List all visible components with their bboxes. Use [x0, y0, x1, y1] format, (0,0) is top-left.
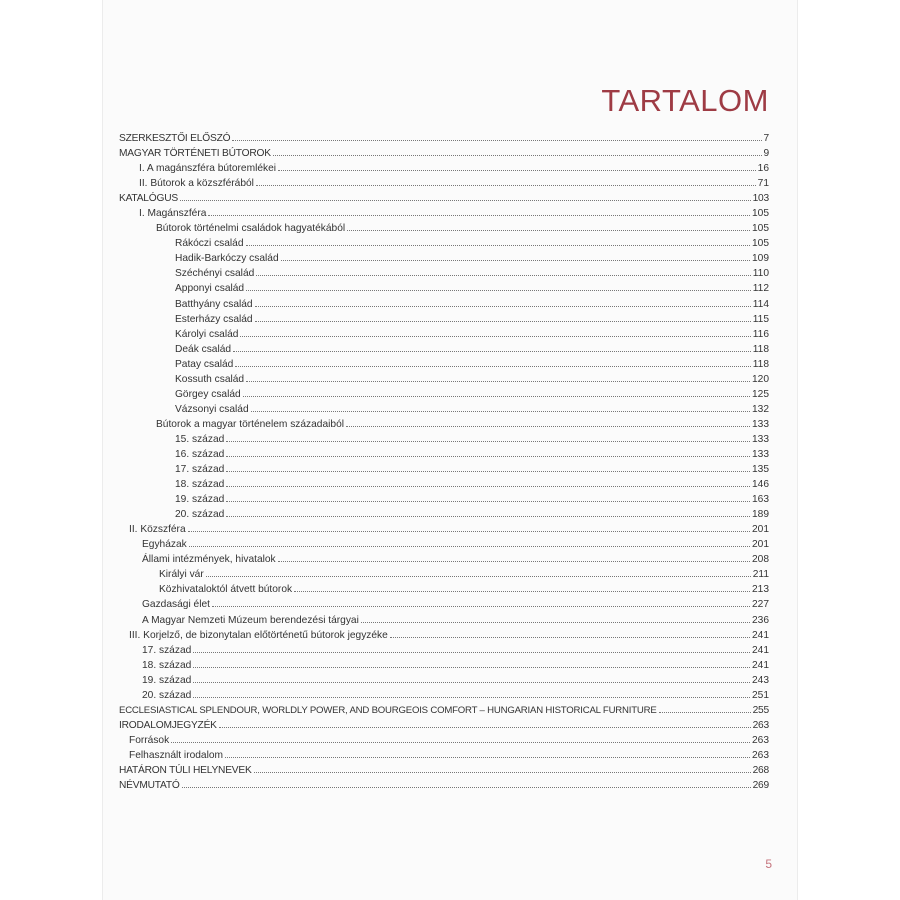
toc-leader-dots — [193, 687, 750, 698]
toc-leader-dots — [206, 566, 751, 577]
toc-entry-title: Bútorok a magyar történelem századaiból — [156, 418, 345, 430]
toc-entry — [119, 326, 769, 341]
toc-entry-page: 105 — [752, 223, 769, 235]
toc-entry-page: 241 — [752, 644, 769, 656]
toc-leader-dots — [180, 190, 751, 201]
toc-entry-title: Görgey család — [175, 388, 241, 400]
toc-entry-title: II. Közszféra — [129, 524, 186, 536]
toc-entry-page: 133 — [752, 448, 769, 460]
toc-entry-page: 213 — [752, 584, 769, 596]
toc-entry-title: Egyházak — [142, 539, 187, 551]
toc-entry — [119, 762, 769, 777]
toc-entry — [119, 491, 769, 506]
toc-leader-dots — [278, 551, 750, 562]
toc-entry — [119, 130, 769, 145]
toc-entry-title: Bútorok történelmi családok hagyatékából — [156, 223, 346, 235]
toc-entry — [119, 265, 769, 280]
toc-entry-title: 19. század — [142, 674, 192, 686]
toc-entry-page: 269 — [752, 780, 769, 792]
toc-entry — [119, 717, 769, 732]
toc-entry — [119, 657, 769, 672]
toc-leader-dots — [278, 160, 756, 171]
toc-entry — [119, 506, 769, 521]
toc-entry-page: 132 — [752, 403, 769, 415]
toc-entry — [119, 476, 769, 491]
toc-entry-title: IRODALOMJEGYZÉK — [119, 719, 217, 731]
toc-entry-page: 208 — [752, 554, 769, 566]
toc-entry-title: 17. század — [175, 464, 225, 476]
toc-entry-page: 125 — [752, 388, 769, 400]
toc-leader-dots — [255, 311, 751, 322]
book-page — [103, 0, 797, 900]
toc-leader-dots — [240, 326, 750, 337]
toc-entry-page: 105 — [752, 238, 769, 250]
toc-entry — [119, 250, 769, 265]
toc-entry-title: 18. század — [175, 479, 225, 491]
toc-entry — [119, 416, 769, 431]
toc-entry-title: Széchényi család — [175, 268, 255, 280]
toc-entry-title: 17. század — [142, 644, 192, 656]
toc-entry-page: 268 — [752, 764, 769, 776]
toc-leader-dots — [226, 446, 750, 457]
toc-entry-title: Királyi vár — [159, 569, 204, 581]
toc-entry-page: 105 — [752, 208, 769, 220]
toc-leader-dots — [256, 265, 750, 276]
toc-leader-dots — [256, 175, 756, 186]
toc-entry — [119, 612, 769, 627]
toc-entry-page: 241 — [752, 659, 769, 671]
toc-entry-title: Esterházy család — [175, 313, 253, 325]
toc-leader-dots — [246, 371, 750, 382]
toc-entry-title: I. Magánszféra — [139, 208, 207, 220]
toc-entry — [119, 702, 769, 717]
toc-entry-title: 20. század — [142, 689, 192, 701]
toc-leader-dots — [232, 130, 761, 141]
toc-entry — [119, 160, 769, 175]
toc-entry-title: II. Bútorok a közszférából — [139, 178, 254, 190]
toc-entry — [119, 747, 769, 762]
toc-entry — [119, 672, 769, 687]
toc-entry-page: 211 — [752, 569, 769, 581]
toc-entry-title: Gazdasági élet — [142, 599, 210, 611]
toc-entry-title: SZERKESZTŐI ELŐSZÓ — [119, 133, 231, 144]
toc-entry-page: 201 — [752, 539, 769, 551]
toc-entry-page: 146 — [752, 479, 769, 491]
toc-entry-title: 18. század — [142, 659, 192, 671]
toc-entry-title: Állami intézmények, hivatalok — [142, 554, 276, 566]
toc-entry-page: 9 — [763, 148, 769, 160]
toc-entry — [119, 356, 769, 371]
toc-leader-dots — [226, 491, 750, 502]
toc-entry-title: Apponyi család — [175, 283, 245, 295]
toc-leader-dots — [361, 612, 750, 623]
toc-leader-dots — [212, 596, 750, 607]
toc-entry-page: 118 — [752, 343, 769, 355]
toc-leader-dots — [182, 777, 751, 788]
toc-entry-title: III. Korjelző, de bizonytalan előtörténetű bútorok jegyzéke — [129, 629, 388, 641]
toc-entry-page: 227 — [752, 599, 769, 611]
toc-entry — [119, 311, 769, 326]
toc-entry-title: Rákóczi család — [175, 238, 244, 250]
toc-entry — [119, 341, 769, 356]
toc-leader-dots — [659, 702, 751, 713]
toc-leader-dots — [225, 747, 750, 758]
toc-entry-title: I. A magánszféra bútoremlékei — [139, 163, 277, 175]
toc-entry-title: A Magyar Nemzeti Múzeum berendezési tárgyai — [142, 614, 359, 626]
toc-entry-page: 133 — [752, 433, 769, 445]
toc-entry-page: 255 — [752, 704, 769, 716]
toc-entry — [119, 461, 769, 476]
toc-entry-page: 163 — [752, 494, 769, 506]
toc-entry — [119, 687, 769, 702]
toc-leader-dots — [193, 657, 750, 668]
toc-leader-dots — [255, 296, 751, 307]
toc-entry — [119, 401, 769, 416]
toc-entry-title: NÉVMUTATÓ — [119, 780, 180, 792]
table-of-contents — [119, 130, 769, 792]
toc-entry-title: ECCLESIASTICAL SPLENDOUR, WORLDLY POWER, AND BOURGEOIS COMFORT – HUNGARIAN HISTORICAL FURNITURE — [119, 704, 657, 716]
toc-entry-title: Batthyány család — [175, 298, 253, 310]
toc-entry — [119, 175, 769, 190]
toc-leader-dots — [281, 250, 750, 261]
toc-entry-title: MAGYAR TÖRTÉNETI BÚTOROK — [119, 148, 271, 160]
toc-leader-dots — [346, 416, 750, 427]
toc-entry-page: 120 — [752, 373, 769, 385]
toc-entry — [119, 371, 769, 386]
toc-leader-dots — [226, 431, 750, 442]
toc-entry-page: 263 — [752, 719, 769, 731]
toc-leader-dots — [188, 521, 750, 532]
toc-entry-title: 16. század — [175, 448, 225, 460]
toc-entry — [119, 386, 769, 401]
toc-entry-title: Felhasznált irodalom — [129, 749, 223, 761]
toc-entry — [119, 190, 769, 205]
toc-entry-page: 263 — [752, 749, 769, 761]
toc-leader-dots — [226, 476, 750, 487]
page-number: 5 — [765, 857, 772, 871]
toc-entry-page: 133 — [752, 418, 769, 430]
toc-entry-page: 251 — [752, 689, 769, 701]
toc-entry-page: 201 — [752, 524, 769, 536]
toc-entry-title: Károlyi család — [175, 328, 239, 340]
toc-leader-dots — [193, 672, 750, 683]
toc-entry — [119, 521, 769, 536]
toc-leader-dots — [251, 401, 750, 412]
toc-leader-dots — [219, 717, 751, 728]
toc-leader-dots — [208, 205, 750, 216]
toc-leader-dots — [347, 220, 750, 231]
toc-entry — [119, 536, 769, 551]
toc-leader-dots — [226, 461, 750, 472]
toc-leader-dots — [246, 280, 751, 291]
toc-entry-title: Vázsonyi család — [175, 403, 249, 415]
toc-entry — [119, 145, 769, 160]
toc-entry-title: 19. század — [175, 494, 225, 506]
toc-entry — [119, 732, 769, 747]
toc-entry-page: 71 — [757, 178, 769, 190]
toc-entry — [119, 551, 769, 566]
toc-leader-dots — [273, 145, 762, 156]
toc-entry — [119, 205, 769, 220]
toc-entry-page: 110 — [752, 268, 769, 280]
toc-leader-dots — [246, 235, 750, 246]
toc-leader-dots — [189, 536, 750, 547]
toc-entry-page: 135 — [752, 464, 769, 476]
toc-leader-dots — [226, 506, 750, 517]
toc-entry-title: 20. század — [175, 509, 225, 521]
toc-leader-dots — [294, 581, 750, 592]
toc-entry-page: 243 — [752, 674, 769, 686]
toc-entry — [119, 581, 769, 596]
page-title: TARTALOM — [601, 82, 769, 118]
toc-entry-page: 115 — [752, 313, 769, 325]
toc-entry-page: 7 — [763, 133, 769, 144]
toc-entry — [119, 446, 769, 461]
toc-entry-page: 16 — [757, 163, 769, 175]
toc-entry-title: KATALÓGUS — [119, 193, 178, 205]
toc-entry-page: 118 — [752, 358, 769, 370]
toc-entry-title: Kossuth család — [175, 373, 245, 385]
toc-entry-page: 236 — [752, 614, 769, 626]
toc-leader-dots — [171, 732, 750, 743]
toc-entry-page: 114 — [752, 298, 769, 310]
toc-entry — [119, 220, 769, 235]
toc-entry — [119, 627, 769, 642]
toc-entry — [119, 431, 769, 446]
toc-entry-page: 189 — [752, 509, 769, 521]
toc-entry — [119, 280, 769, 295]
toc-entry — [119, 566, 769, 581]
toc-entry-title: Deák család — [175, 343, 232, 355]
toc-leader-dots — [243, 386, 750, 397]
toc-entry-page: 263 — [752, 734, 769, 746]
toc-leader-dots — [233, 341, 751, 352]
toc-leader-dots — [390, 627, 750, 638]
toc-entry-title: Patay család — [175, 358, 234, 370]
toc-entry-title: 15. század — [175, 433, 225, 445]
toc-entry — [119, 235, 769, 250]
toc-entry-title: HATÁRON TÚLI HELYNEVEK — [119, 764, 252, 776]
toc-entry — [119, 642, 769, 657]
toc-entry — [119, 596, 769, 611]
toc-entry-page: 112 — [752, 283, 769, 295]
toc-leader-dots — [235, 356, 750, 367]
toc-entry-page: 116 — [752, 328, 769, 340]
toc-entry-page: 109 — [752, 253, 769, 265]
toc-entry — [119, 296, 769, 311]
toc-entry-title: Hadik-Barkóczy család — [175, 253, 279, 265]
toc-entry-page: 241 — [752, 629, 769, 641]
toc-leader-dots — [254, 762, 751, 773]
toc-entry-title: Források — [129, 734, 170, 746]
toc-entry-title: Közhivataloktól átvett bútorok — [159, 584, 293, 596]
toc-entry-page: 103 — [752, 193, 769, 205]
toc-entry — [119, 777, 769, 792]
toc-leader-dots — [193, 642, 750, 653]
